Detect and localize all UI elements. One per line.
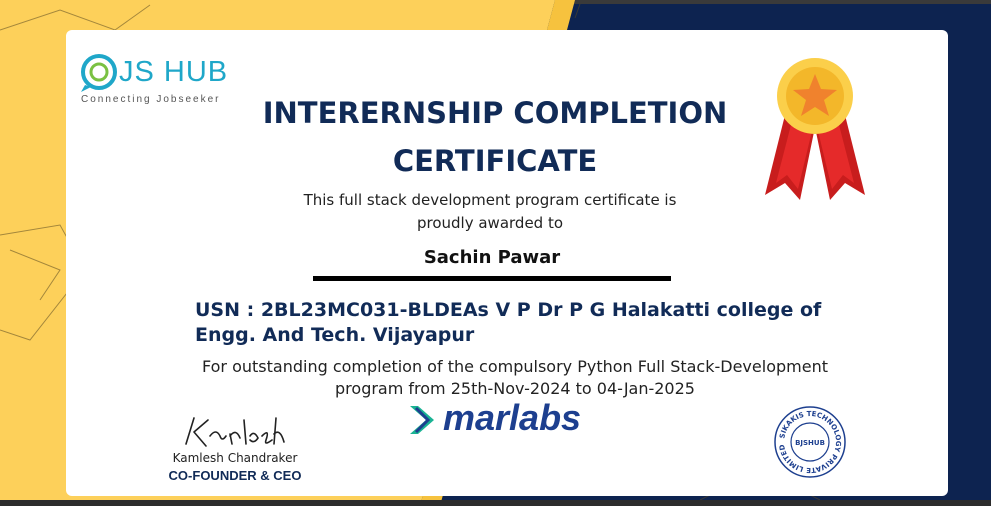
signatory-name: Kamlesh Chandraker — [172, 451, 298, 465]
marlabs-wordmark: marlabs — [443, 397, 582, 438]
certificate-title-line1: INTERERNSHIP COMPLETION — [262, 96, 728, 130]
description-line2: program from 25th-Nov-2024 to 04-Jan-2025 — [335, 379, 695, 398]
usn-line1: USN : 2BL23MC031-BLDEAs V P Dr P G Halakatti college of — [195, 299, 822, 321]
description-line1: For outstanding completion of the compulsory Python Full Stack-Development — [202, 357, 828, 376]
usn-block — [195, 298, 895, 348]
subtitle-line1: This full stack development program certificate is — [303, 191, 677, 209]
marlabs-chevron-icon — [408, 404, 440, 436]
seal-center-text: BJSHUB — [795, 439, 825, 447]
company-seal — [773, 405, 847, 479]
logo-brand-name: JS HUB — [119, 56, 229, 88]
jshub-logo-icon — [79, 53, 121, 93]
name-underline — [313, 276, 671, 281]
signature — [180, 414, 290, 452]
subtitle-line2: proudly awarded to — [416, 214, 564, 232]
logo-tagline: Connecting Jobseeker — [81, 94, 221, 105]
seal-outer-text: SIKAKIS TECHNOLOGY PRIVATE LIMITED — [778, 409, 843, 475]
signatory-title: CO-FOUNDER & CEO — [168, 468, 302, 483]
marlabs-logo — [408, 398, 608, 442]
window-bottom-bar — [0, 500, 991, 506]
certificate-title-line2: CERTIFICATE — [392, 144, 598, 178]
usn-line2: Engg. And Tech. Vijayapur — [195, 324, 475, 346]
award-ribbon-icon — [760, 55, 870, 205]
recipient-name: Sachin Pawar — [423, 247, 561, 268]
